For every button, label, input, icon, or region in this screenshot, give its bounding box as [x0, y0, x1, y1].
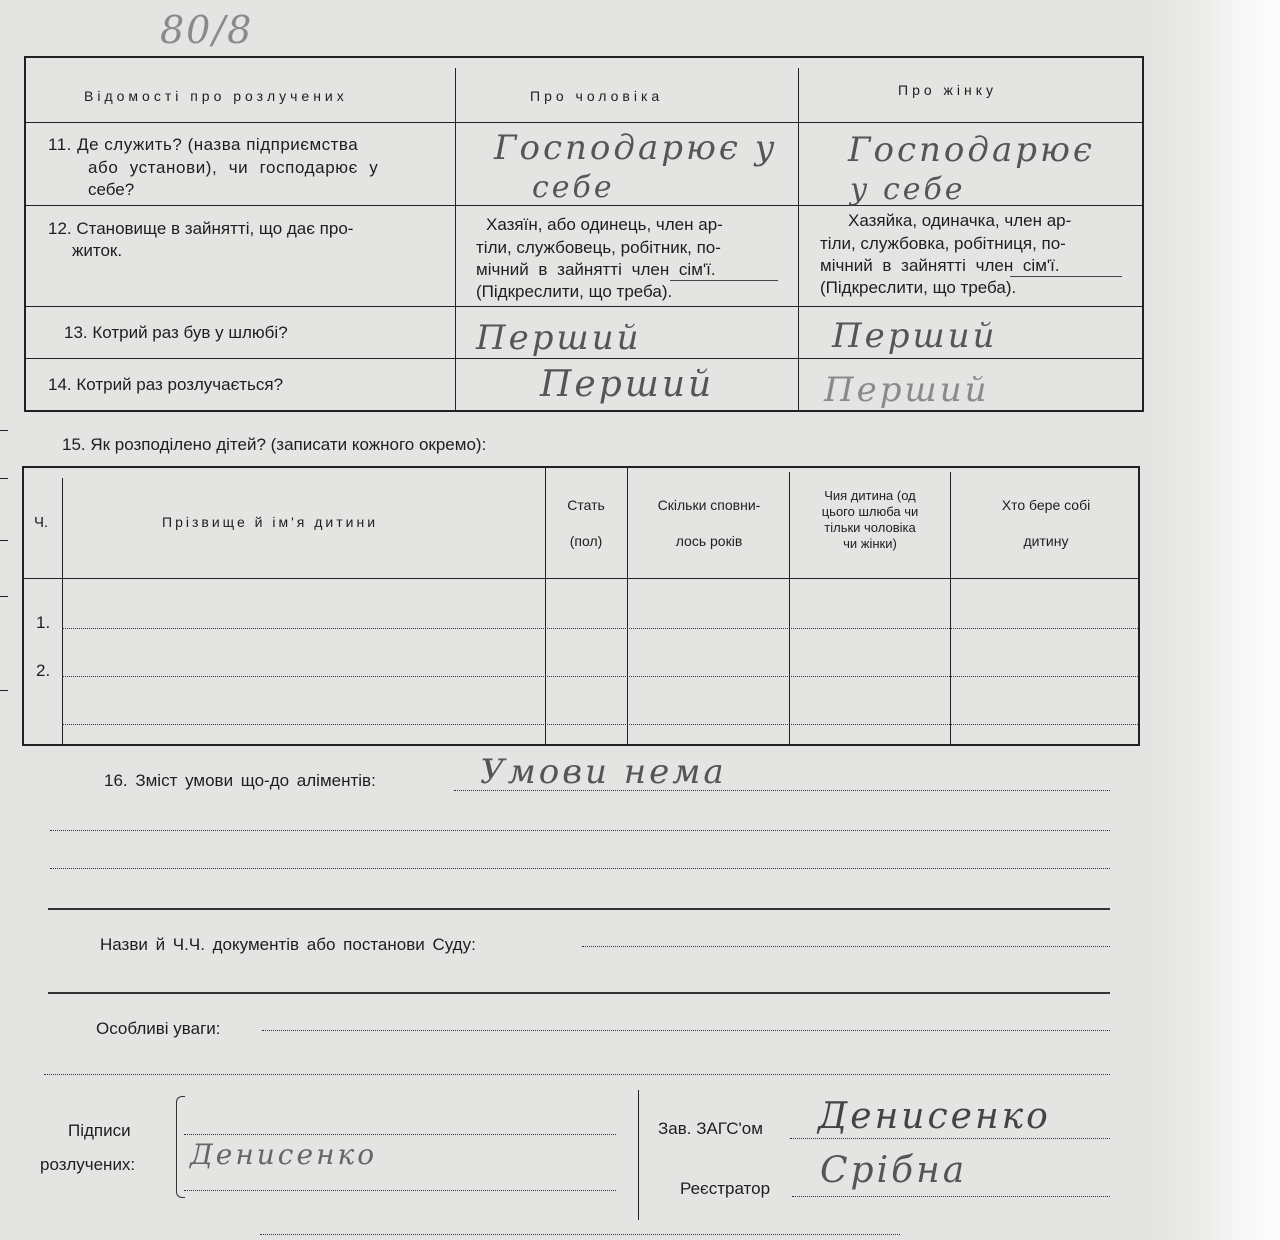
column-header-whose-line: тільки чоловіка — [824, 520, 916, 535]
column-header-age — [632, 496, 786, 550]
row-12-wife-option: мічний в зайнятті член сім'ї. — [820, 256, 1060, 275]
documents-fill-line — [582, 946, 1110, 947]
alimony-fill-line — [50, 868, 1110, 869]
signature-line — [184, 1190, 616, 1191]
underline-mark — [670, 280, 778, 281]
column-header-number: Ч. — [34, 514, 49, 531]
children-section-title: 15. Як розподілено дітей? (записати кожного окремо): — [62, 435, 487, 454]
column-header-info: Відомості про розлучених — [84, 88, 348, 104]
row-12-husband-option: мічний в зайнятті член сім'ї. — [476, 260, 716, 279]
table-rule — [22, 578, 1140, 579]
torn-paper-edge — [1150, 0, 1280, 1240]
column-header-child-name: Прізвище й ім'я дитини — [162, 514, 379, 530]
column-header-sex-line: Стать — [567, 497, 605, 513]
underline-mark — [1010, 276, 1122, 277]
table-rule — [950, 472, 951, 746]
signature-line — [790, 1138, 1110, 1139]
child-row-line — [62, 676, 1138, 677]
alimony-handwriting: Умови нема — [480, 752, 727, 792]
signature-line — [792, 1196, 1110, 1197]
column-header-whose-line: цього шлюба чи — [821, 504, 919, 519]
alimony-fill-line — [50, 830, 1110, 831]
row-14-label: 14. Котрий раз розлучається? — [48, 375, 284, 394]
documents-fill-line — [48, 992, 1110, 994]
registry-head-label: Зав. ЗАГС'ом — [658, 1119, 763, 1138]
column-header-wife: Про жінку — [898, 82, 998, 98]
signature-divider — [638, 1090, 639, 1220]
row-11-label-line: 11. Де служить? (назва підприємства — [48, 135, 359, 154]
row-12-wife-option: (Підкреслити, що треба). — [820, 278, 1017, 297]
row-11-label-line: або установи), чи господарює у — [88, 158, 379, 177]
signature-bracket — [176, 1096, 185, 1198]
margin-mark — [0, 430, 8, 431]
table-rule — [789, 472, 790, 746]
column-header-whose-line: Чия дитина (од — [824, 488, 916, 503]
table-rule — [24, 122, 1144, 123]
table-rule — [62, 478, 63, 746]
alimony-fill-line — [454, 790, 1110, 791]
row-12-wife-option: Хазяйка, одиначка, член ар- — [848, 211, 1072, 230]
registrar-signature: Срібна — [820, 1150, 968, 1191]
table-rule — [627, 466, 628, 746]
row-12-husband-option: тіли, службовець, робітник, по- — [476, 238, 721, 257]
column-header-age-line: Скільки сповни- — [657, 497, 761, 513]
divorced-signature: Денисенко — [190, 1138, 378, 1171]
margin-mark — [0, 540, 8, 541]
column-header-who-takes — [954, 496, 1138, 550]
row-13-wife-handwriting: Перший — [832, 316, 998, 356]
column-header-whose-line: чи жінки) — [843, 536, 897, 551]
column-header-age-line: лось років — [675, 533, 743, 549]
column-header-husband: Про чоловіка — [530, 88, 664, 104]
row-12-husband-option: Хазяїн, або одинець, член ар- — [486, 215, 723, 234]
registrar-label: Реєстратор — [680, 1179, 771, 1198]
column-header-whose-child — [792, 488, 948, 552]
signatures-label-line: Підписи — [68, 1121, 131, 1140]
table-rule — [798, 68, 799, 412]
row-11-wife-handwriting: Господарює — [848, 130, 1095, 170]
row-12-wife-option: тіли, службовка, робітниця, по- — [820, 234, 1066, 253]
signatures-label-line: розлучених: — [40, 1155, 136, 1174]
row-11-label-line: себе? — [88, 180, 135, 199]
row-12-label-line: 12. Становище в зайнятті, що дає про- — [48, 219, 354, 238]
bottom-edge-line — [260, 1234, 900, 1235]
child-row-number: 1. — [36, 613, 51, 632]
margin-mark — [0, 478, 8, 479]
table-rule — [24, 306, 1144, 307]
remarks-fill-line — [44, 1074, 1110, 1075]
alimony-fill-line — [48, 908, 1110, 910]
child-row-line — [62, 628, 1138, 629]
table-rule — [545, 466, 546, 746]
row-13-husband-handwriting: Перший — [476, 318, 642, 358]
row-12-label-line: житок. — [72, 241, 123, 260]
row-11-wife-handwriting: у себе — [850, 172, 966, 207]
child-row-line — [62, 724, 1138, 725]
column-header-sex — [550, 496, 622, 550]
row-13-label: 13. Котрий раз був у шлюбі? — [64, 323, 288, 342]
table-rule — [455, 68, 456, 412]
column-header-takes-line: дитину — [1023, 533, 1069, 549]
registry-head-signature: Денисенко — [818, 1096, 1051, 1137]
documents-label: Назви й Ч.Ч. документів або постанови Суду: — [100, 935, 476, 954]
row-11-husband-handwriting: себе — [532, 170, 615, 205]
row-14-husband-handwriting: Перший — [540, 364, 715, 405]
remarks-fill-line — [262, 1030, 1110, 1031]
margin-mark — [0, 690, 8, 691]
child-row-number: 2. — [36, 661, 51, 680]
row-12-husband-option: (Підкреслити, що треба). — [476, 282, 673, 301]
archive-number-annotation: 80/8 — [160, 8, 254, 52]
table-rule — [24, 358, 1144, 359]
alimony-label: 16. Зміст умови що-до аліментів: — [104, 771, 376, 790]
row-11-husband-handwriting: Господарює у — [494, 128, 778, 168]
table-rule — [24, 205, 1144, 206]
margin-mark — [0, 596, 8, 597]
signature-line — [184, 1134, 616, 1135]
column-header-sex-line: (пол) — [569, 533, 603, 549]
row-14-wife-handwriting: Перший — [824, 370, 990, 410]
column-header-takes-line: Хто бере собі — [1001, 497, 1091, 513]
remarks-label: Особливі уваги: — [96, 1019, 221, 1038]
